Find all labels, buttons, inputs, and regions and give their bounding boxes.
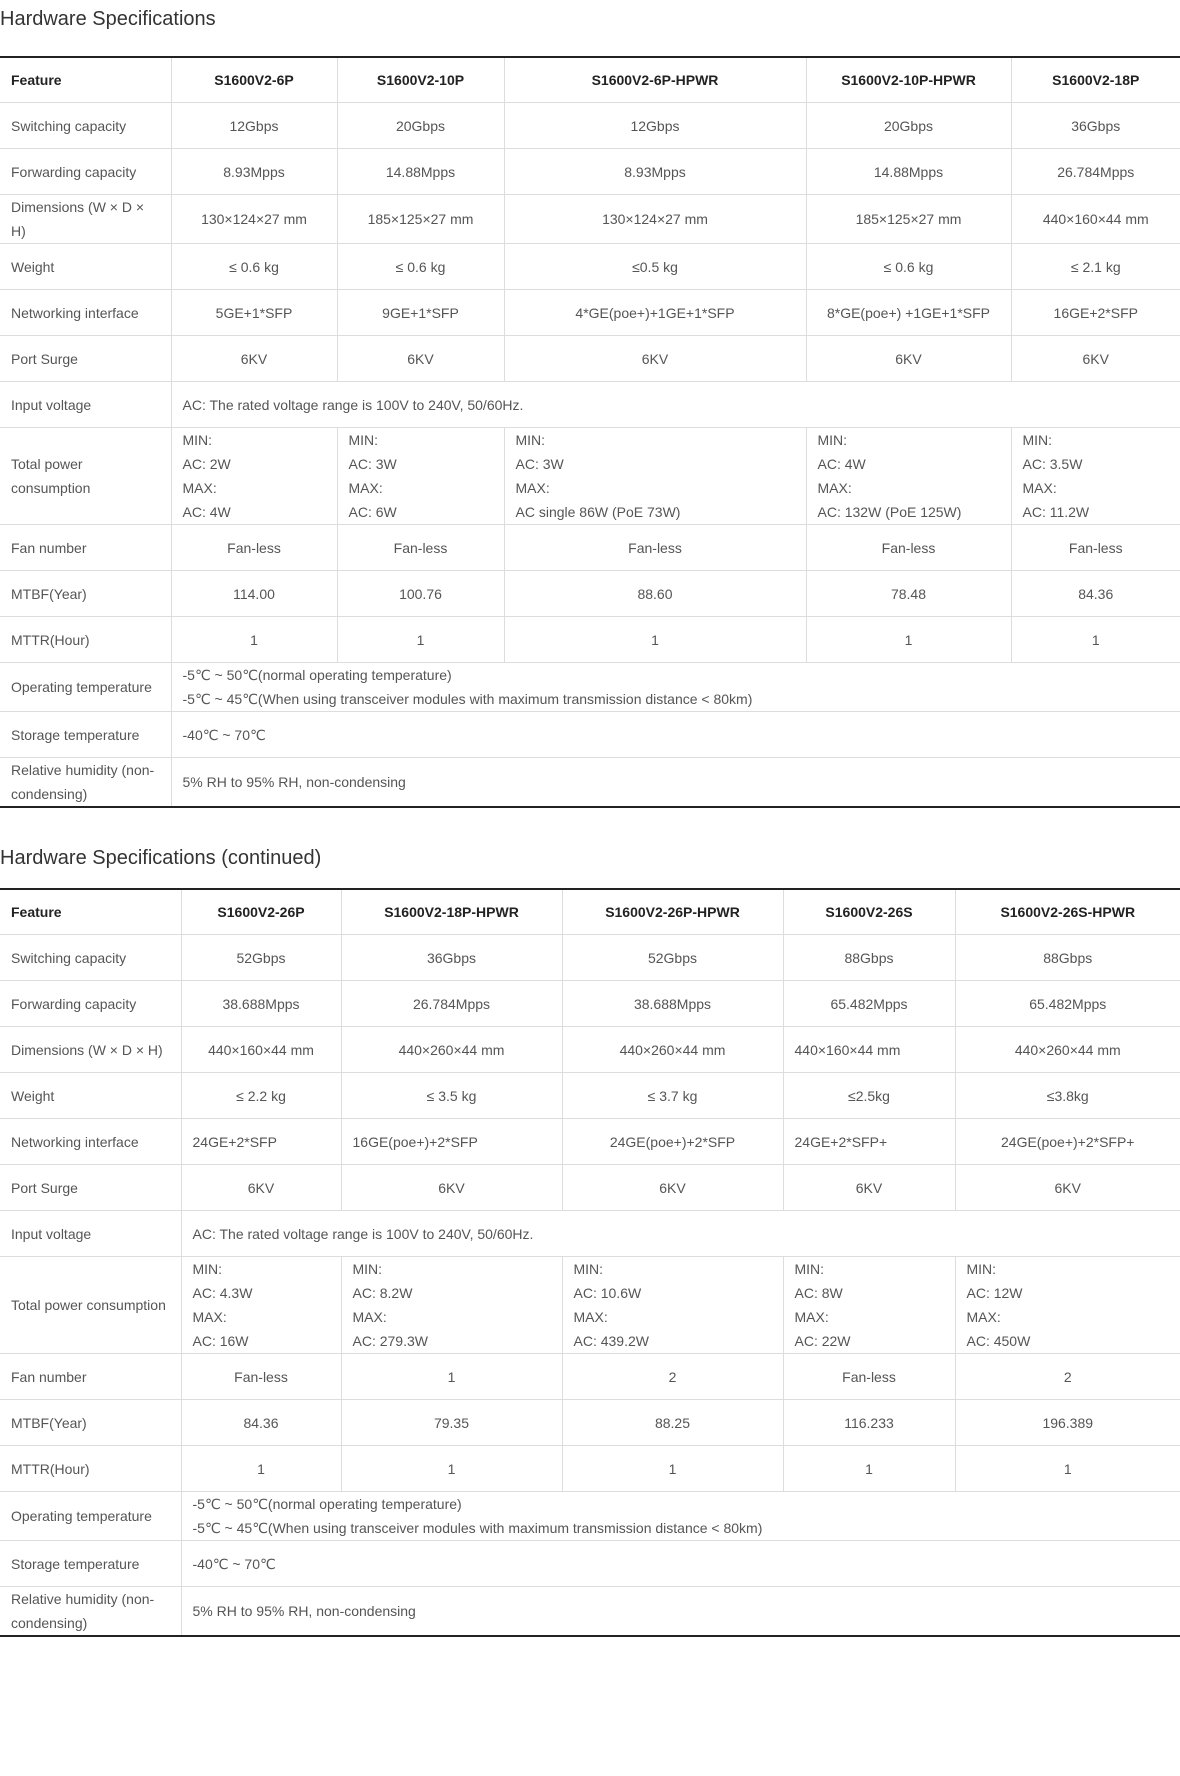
row-label: Operating temperature — [0, 1492, 181, 1541]
table-row-port-surge — [0, 1165, 1180, 1211]
power-min-label: MIN: — [817, 432, 848, 448]
table-cell: 440×260×44 mm — [955, 1027, 1180, 1073]
power-max-label: MAX: — [182, 480, 217, 496]
row-label: MTBF(Year) — [0, 1400, 181, 1446]
table-cell: ≤0.5 kg — [504, 244, 806, 290]
column-header: S1600V2-26S — [783, 889, 955, 935]
table-cell: 1 — [337, 617, 504, 663]
table-cell — [171, 663, 1180, 712]
table-cell: 36Gbps — [1011, 103, 1180, 149]
table-cell: 14.88Mpps — [806, 149, 1011, 195]
table-cell: 38.688Mpps — [562, 981, 783, 1027]
power-max-label: MAX: — [966, 1309, 1001, 1325]
row-label: Dimensions (W × D × H) — [0, 195, 171, 244]
row-label: Switching capacity — [0, 935, 181, 981]
power-max-label: MAX: — [352, 1309, 387, 1325]
table-cell: 20Gbps — [806, 103, 1011, 149]
table-cell: ≤3.8kg — [955, 1073, 1180, 1119]
table-cell: 100.76 — [337, 571, 504, 617]
table-row-weight — [0, 244, 1180, 290]
table-row-switching-capacity — [0, 935, 1180, 981]
table-cell: 1 — [504, 617, 806, 663]
power-min-label: MIN: — [573, 1261, 604, 1277]
row-label: Input voltage — [0, 382, 171, 428]
table-cell: 8.93Mpps — [504, 149, 806, 195]
table-cell: 65.482Mpps — [783, 981, 955, 1027]
table-cell: Fan-less — [171, 525, 337, 571]
row-label: Total power consumption — [0, 428, 171, 525]
table-cell: 88.25 — [562, 1400, 783, 1446]
table-cell: 440×260×44 mm — [341, 1027, 562, 1073]
table-cell: 36Gbps — [341, 935, 562, 981]
table-row-networking-interface — [0, 1119, 1180, 1165]
row-label: Networking interface — [0, 290, 171, 336]
power-min-label: MIN: — [794, 1261, 825, 1277]
table-row-relative-humidity — [0, 1587, 1180, 1637]
table-cell — [504, 428, 806, 525]
row-label: Operating temperature — [0, 663, 171, 712]
table-cell: 114.00 — [171, 571, 337, 617]
table-cell — [806, 428, 1011, 525]
table-cell: 6KV — [783, 1165, 955, 1211]
table-cell: ≤ 2.1 kg — [1011, 244, 1180, 290]
table-cell: 14.88Mpps — [337, 149, 504, 195]
table-cell: 16GE(poe+)+2*SFP — [341, 1119, 562, 1165]
power-min-value: AC: 12W — [966, 1285, 1023, 1301]
table-row-relative-humidity — [0, 758, 1180, 808]
table-cell: ≤ 3.7 kg — [562, 1073, 783, 1119]
table-cell: 6KV — [181, 1165, 341, 1211]
power-max-label: MAX: — [794, 1309, 829, 1325]
power-min-value: AC: 8W — [794, 1285, 843, 1301]
temperature-line: -5℃ ~ 45℃(When using transceiver modules with maximum transmission distance < 80km) — [182, 691, 753, 707]
table-cell: 440×160×44 mm — [181, 1027, 341, 1073]
table-cell: 84.36 — [1011, 571, 1180, 617]
row-label: Fan number — [0, 525, 171, 571]
power-max-value: AC: 11.2W — [1022, 504, 1090, 520]
table-cell: 78.48 — [806, 571, 1011, 617]
table-cell: 38.688Mpps — [181, 981, 341, 1027]
table-row-forwarding-capacity — [0, 981, 1180, 1027]
table-cell: 6KV — [337, 336, 504, 382]
power-min-value: AC: 10.6W — [573, 1285, 642, 1301]
table-cell: 24GE(poe+)+2*SFP — [562, 1119, 783, 1165]
power-min-label: MIN: — [515, 432, 546, 448]
table-cell: 52Gbps — [562, 935, 783, 981]
power-min-label: MIN: — [1022, 432, 1053, 448]
row-label: Port Surge — [0, 336, 171, 382]
table-cell: 5GE+1*SFP — [171, 290, 337, 336]
row-label: Networking interface — [0, 1119, 181, 1165]
row-label: Port Surge — [0, 1165, 181, 1211]
table-row-mttr — [0, 1446, 1180, 1492]
column-header: S1600V2-10P — [337, 57, 504, 103]
table-cell: 6KV — [171, 336, 337, 382]
table-cell: 12Gbps — [504, 103, 806, 149]
table-cell: -40℃ ~ 70℃ — [171, 712, 1180, 758]
table-cell: 1 — [806, 617, 1011, 663]
power-max-label: MAX: — [817, 480, 852, 496]
column-header: Feature — [0, 889, 181, 935]
column-header: S1600V2-6P — [171, 57, 337, 103]
table-cell — [783, 1257, 955, 1354]
table-cell — [171, 428, 337, 525]
temperature-line: -5℃ ~ 50℃(normal operating temperature) — [192, 1496, 462, 1512]
table-cell: 196.389 — [955, 1400, 1180, 1446]
power-min-label: MIN: — [352, 1261, 383, 1277]
power-min-value: AC: 8.2W — [352, 1285, 413, 1301]
table-cell: AC: The rated voltage range is 100V to 240V, 50/60Hz. — [171, 382, 1180, 428]
table-cell — [181, 1257, 341, 1354]
section-title: Hardware Specifications — [0, 8, 216, 30]
table-cell — [955, 1257, 1180, 1354]
table-cell: 2 — [562, 1354, 783, 1400]
table-row-fan-number — [0, 1354, 1180, 1400]
table-cell: 5% RH to 95% RH, non-condensing — [181, 1587, 1180, 1637]
table-cell: 16GE+2*SFP — [1011, 290, 1180, 336]
power-max-value: AC: 450W — [966, 1333, 1031, 1349]
power-max-value: AC: 16W — [192, 1333, 249, 1349]
table-cell: Fan-less — [806, 525, 1011, 571]
table-header-row — [0, 889, 1180, 935]
power-max-label: MAX: — [573, 1309, 608, 1325]
table-cell: ≤ 0.6 kg — [806, 244, 1011, 290]
power-min-value: AC: 3W — [515, 456, 564, 472]
power-min-value: AC: 3.5W — [1022, 456, 1083, 472]
row-label: Storage temperature — [0, 712, 171, 758]
power-min-label: MIN: — [348, 432, 379, 448]
row-label: Relative humidity (non-condensing) — [0, 758, 171, 808]
table-cell: 1 — [562, 1446, 783, 1492]
table-row-power-consumption — [0, 1257, 1180, 1354]
table-row-power-consumption — [0, 428, 1180, 525]
table-cell: Fan-less — [337, 525, 504, 571]
table-cell: ≤ 0.6 kg — [171, 244, 337, 290]
temperature-line: -5℃ ~ 45℃(When using transceiver modules with maximum transmission distance < 80km) — [192, 1520, 763, 1536]
table-cell: 9GE+1*SFP — [337, 290, 504, 336]
power-max-value: AC: 22W — [794, 1333, 851, 1349]
row-label: Weight — [0, 1073, 181, 1119]
power-max-value: AC single 86W (PoE 73W) — [515, 504, 681, 520]
column-header: S1600V2-18P — [1011, 57, 1180, 103]
row-label: Input voltage — [0, 1211, 181, 1257]
power-min-value: AC: 4W — [817, 456, 866, 472]
table-cell: 185×125×27 mm — [806, 195, 1011, 244]
section-title: Hardware Specifications (continued) — [0, 847, 322, 869]
power-min-label: MIN: — [192, 1261, 223, 1277]
table-cell: 1 — [181, 1446, 341, 1492]
table-cell: 20Gbps — [337, 103, 504, 149]
table-cell — [181, 1492, 1180, 1541]
table-row-dimensions — [0, 195, 1180, 244]
table-header-row — [0, 57, 1180, 103]
power-max-label: MAX: — [192, 1309, 227, 1325]
table-cell: 1 — [341, 1354, 562, 1400]
table-cell: 84.36 — [181, 1400, 341, 1446]
table-row-storage-temperature — [0, 1541, 1180, 1587]
power-max-label: MAX: — [348, 480, 383, 496]
row-label: Fan number — [0, 1354, 181, 1400]
table-cell: 440×160×44 mm — [1011, 195, 1180, 244]
table-cell: 130×124×27 mm — [171, 195, 337, 244]
power-max-value: AC: 439.2W — [573, 1333, 649, 1349]
table-cell: 2 — [955, 1354, 1180, 1400]
table-row-mtbf — [0, 571, 1180, 617]
power-max-value: AC: 279.3W — [352, 1333, 428, 1349]
table-cell — [337, 428, 504, 525]
table-cell: AC: The rated voltage range is 100V to 240V, 50/60Hz. — [181, 1211, 1180, 1257]
table-cell: -40℃ ~ 70℃ — [181, 1541, 1180, 1587]
table-cell: 1 — [955, 1446, 1180, 1492]
column-header: S1600V2-10P-HPWR — [806, 57, 1011, 103]
row-label: Storage temperature — [0, 1541, 181, 1587]
table-row-dimensions — [0, 1027, 1180, 1073]
table-row-port-surge — [0, 336, 1180, 382]
table-cell: ≤ 0.6 kg — [337, 244, 504, 290]
spec-table-1 — [0, 56, 1180, 808]
table-cell: Fan-less — [783, 1354, 955, 1400]
table-row-input-voltage — [0, 1211, 1180, 1257]
table-cell: ≤2.5kg — [783, 1073, 955, 1119]
table-cell: 1 — [171, 617, 337, 663]
table-cell: 8.93Mpps — [171, 149, 337, 195]
row-label: Dimensions (W × D × H) — [0, 1027, 181, 1073]
column-header: S1600V2-6P-HPWR — [504, 57, 806, 103]
temperature-line: -5℃ ~ 50℃(normal operating temperature) — [182, 667, 452, 683]
table-cell: 79.35 — [341, 1400, 562, 1446]
table-cell: 5% RH to 95% RH, non-condensing — [171, 758, 1180, 808]
power-max-label: MAX: — [515, 480, 550, 496]
power-min-value: AC: 3W — [348, 456, 397, 472]
table-cell: 24GE+2*SFP+ — [783, 1119, 955, 1165]
table-row-input-voltage — [0, 382, 1180, 428]
spec-table-2 — [0, 888, 1180, 1637]
table-row-switching-capacity — [0, 103, 1180, 149]
table-cell — [341, 1257, 562, 1354]
table-cell: 6KV — [341, 1165, 562, 1211]
table-cell: 6KV — [504, 336, 806, 382]
column-header: S1600V2-26P — [181, 889, 341, 935]
table-row-fan-number — [0, 525, 1180, 571]
table-cell — [562, 1257, 783, 1354]
table-cell: 6KV — [955, 1165, 1180, 1211]
table-cell: 88.60 — [504, 571, 806, 617]
table-row-operating-temperature — [0, 1492, 1180, 1541]
table-cell: ≤ 2.2 kg — [181, 1073, 341, 1119]
row-label: Relative humidity (non-condensing) — [0, 1587, 181, 1637]
table-cell: 130×124×27 mm — [504, 195, 806, 244]
table-cell: 6KV — [1011, 336, 1180, 382]
table-cell: 65.482Mpps — [955, 981, 1180, 1027]
table-cell: 1 — [341, 1446, 562, 1492]
table-cell: 12Gbps — [171, 103, 337, 149]
table-cell: 8*GE(poe+) +1GE+1*SFP — [806, 290, 1011, 336]
table-cell: 6KV — [562, 1165, 783, 1211]
column-header: S1600V2-26S-HPWR — [955, 889, 1180, 935]
table-cell: 24GE(poe+)+2*SFP+ — [955, 1119, 1180, 1165]
table-cell: 24GE+2*SFP — [181, 1119, 341, 1165]
row-label: Switching capacity — [0, 103, 171, 149]
table-row-mttr — [0, 617, 1180, 663]
table-cell: 185×125×27 mm — [337, 195, 504, 244]
row-label: Total power consumption — [0, 1257, 181, 1354]
column-header: S1600V2-26P-HPWR — [562, 889, 783, 935]
table-row-operating-temperature — [0, 663, 1180, 712]
table-cell: 440×260×44 mm — [562, 1027, 783, 1073]
power-max-value: AC: 132W (PoE 125W) — [817, 504, 962, 520]
power-min-value: AC: 4.3W — [192, 1285, 253, 1301]
table-cell: Fan-less — [181, 1354, 341, 1400]
power-max-label: MAX: — [1022, 480, 1057, 496]
table-cell: 440×160×44 mm — [783, 1027, 955, 1073]
table-cell — [1011, 428, 1180, 525]
table-cell: 6KV — [806, 336, 1011, 382]
row-label: Weight — [0, 244, 171, 290]
table-cell: 1 — [783, 1446, 955, 1492]
power-min-label: MIN: — [966, 1261, 997, 1277]
row-label: MTBF(Year) — [0, 571, 171, 617]
table-cell: 88Gbps — [955, 935, 1180, 981]
table-row-storage-temperature — [0, 712, 1180, 758]
table-row-forwarding-capacity — [0, 149, 1180, 195]
row-label: MTTR(Hour) — [0, 617, 171, 663]
table-row-weight — [0, 1073, 1180, 1119]
table-cell: ≤ 3.5 kg — [341, 1073, 562, 1119]
table-cell: 88Gbps — [783, 935, 955, 981]
row-label: MTTR(Hour) — [0, 1446, 181, 1492]
table-cell: 116.233 — [783, 1400, 955, 1446]
table-cell: 26.784Mpps — [1011, 149, 1180, 195]
power-min-value: AC: 2W — [182, 456, 231, 472]
row-label: Forwarding capacity — [0, 149, 171, 195]
table-cell: 52Gbps — [181, 935, 341, 981]
table-cell: 26.784Mpps — [341, 981, 562, 1027]
column-header: S1600V2-18P-HPWR — [341, 889, 562, 935]
table-cell: Fan-less — [504, 525, 806, 571]
power-min-label: MIN: — [182, 432, 213, 448]
power-max-value: AC: 4W — [182, 504, 231, 520]
table-row-mtbf — [0, 1400, 1180, 1446]
table-cell: Fan-less — [1011, 525, 1180, 571]
row-label: Forwarding capacity — [0, 981, 181, 1027]
table-row-networking-interface — [0, 290, 1180, 336]
column-header: Feature — [0, 57, 171, 103]
table-cell: 4*GE(poe+)+1GE+1*SFP — [504, 290, 806, 336]
table-cell: 1 — [1011, 617, 1180, 663]
power-max-value: AC: 6W — [348, 504, 397, 520]
